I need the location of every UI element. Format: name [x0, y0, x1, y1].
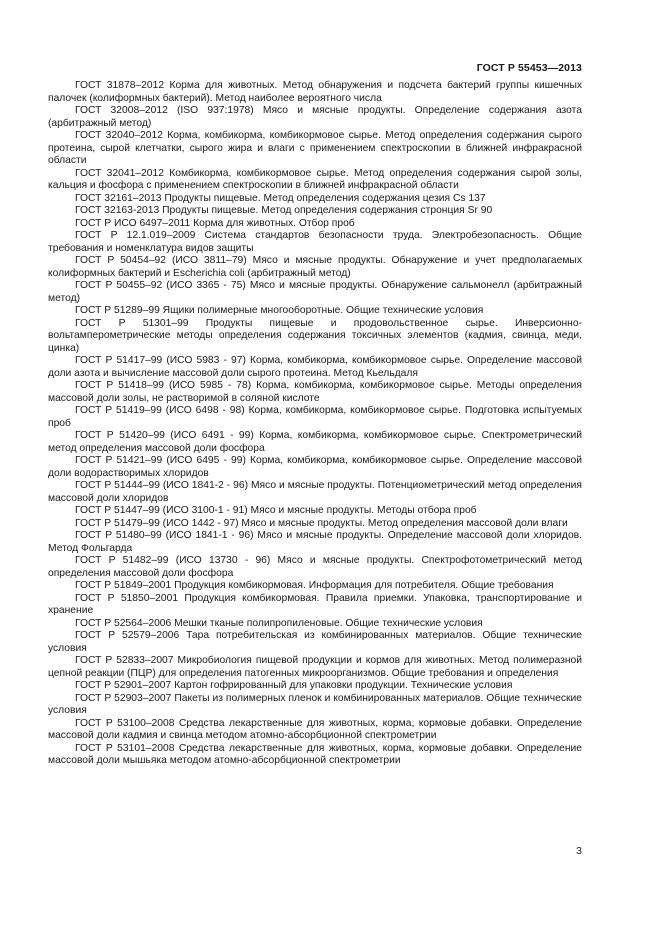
page-number: 3 — [576, 845, 582, 857]
reference-entry: ГОСТ 32008–2012 (ISO 937:1978) Мясо и мясные продукты. Определение содержания азота (арбитражный метод) — [48, 105, 582, 129]
reference-entry: ГОСТ Р 52564–2006 Мешки тканые полипропиленовые. Общие технические условия — [75, 617, 483, 629]
reference-entry: ГОСТ Р 51444–99 (ИСО 1841-2 - 96) Мясо и мясные продукты. Потенциометрический метод определения массовой доли хлоридов — [48, 480, 582, 504]
reference-entry: ГОСТ Р 50454–92 (ИСО 3811–79) Мясо и мясные продукты. Обнаружение и учет предполагаемых колиформных бактерий и Escherichia coli (арбитражный метод) — [48, 255, 582, 279]
reference-entry: ГОСТ Р 51289–99 Ящики полимерные многооборотные. Общие технические условия — [75, 305, 484, 316]
reference-entry: ГОСТ Р 51849–2001 Продукция комбикормовая. Информация для потребителя. Общие требования — [75, 580, 554, 591]
reference-entry: ГОСТ Р 51419–99 (ИСО 6498 - 98) Корма, комбикорма, комбикормовое сырье. Подготовка испытуемых проб — [48, 405, 582, 429]
reference-entry: ГОСТ Р 53101–2008 Средства лекарственные для животных, корма, кормовые добавки. Определение массовой доли мышьяка методом атомно-абсорбционной спектрометрии — [48, 742, 582, 766]
reference-entry: ГОСТ Р 51479–99 (ИСО 1442 - 97) Мясо и мясные продукты. Метод определения массовой доли влаги — [75, 517, 568, 529]
reference-entry: ГОСТ Р 52901–2007 Картон гофрированный для упаковки продукции. Технические условия — [75, 680, 513, 691]
reference-entry: ГОСТ Р 51301–99 Продукты пищевые и продовольственное сырье. Инверсионно-вольтамперометрические методы определения содержания токсичных элементов (кадмия, свинца, меди, цинка) — [48, 317, 582, 354]
document-number-header: ГОСТ Р 55453—2013 — [476, 62, 582, 74]
reference-entry: ГОСТ Р 51417–99 (ИСО 5983 - 97) Корма, комбикорма, комбикормовое сырье. Определение массовой доли азота и вычисление массовой доли сырого протеина. Метод Кьельдаля — [48, 355, 582, 379]
reference-entry: ГОСТ Р 51850–2001 Продукция комбикормовая. Правила приемки. Упаковка, транспортирование и хранение — [48, 592, 582, 616]
reference-entry: ГОСТ 32163-2013 Продукты пищевые. Метод определения содержания стронция Sr 90 — [75, 205, 493, 216]
reference-entry: ГОСТ Р 51421–99 (ИСО 6495 - 99) Корма, комбикорма, комбикормовое сырье. Определение массовой доли водорастворимых хлоридов — [48, 455, 582, 479]
reference-entry: ГОСТ 32041–2012 Комбикорма, комбикормовое сырье. Метод определения содержания сырой золы, кальция и фосфора с применением спектроскопии в ближней инфракрасной области — [48, 167, 582, 191]
reference-entry: ГОСТ Р 51418–99 (ИСО 5985 - 78) Корма, комбикорма, комбикормовое сырье. Методы определения массовой доли золы, не растворимой в соляной кислоте — [48, 380, 582, 404]
reference-entry: ГОСТ Р 51420–99 (ИСО 6491 - 99) Корма, комбикорма, комбикормовое сырье. Спектрометрический метод определения массовой доли фосфора — [48, 430, 582, 454]
normative-references-list — [48, 80, 582, 768]
reference-entry: ГОСТ Р ИСО 6497–2011 Корма для животных. Отбор проб — [75, 217, 355, 229]
reference-entry: ГОСТ Р 52833–2007 Микробиология пищевой продукции и кормов для животных. Метод полимеразной цепной реакции (ПЦР) для определения патогенных микроорганизмов. Общие требования и определения — [48, 655, 582, 679]
reference-entry: ГОСТ Р 51480–99 (ИСО 1841-1 - 96) Мясо и мясные продукты. Определение массовой доли хлоридов. Метод Фольгарда — [48, 530, 582, 554]
reference-entry: ГОСТ Р 52903–2007 Пакеты из полимерных пленок и комбинированных материалов. Общие технические условия — [48, 692, 582, 716]
reference-entry: ГОСТ Р 51447–99 (ИСО 3100-1 - 91) Мясо и мясные продукты. Методы отбора проб — [75, 505, 477, 516]
reference-entry: ГОСТ 31878–2012 Корма для животных. Метод обнаружения и подсчета бактерий группы кишечных палочек (колиформных бактерий). Метод наиболее вероятного числа — [48, 80, 582, 104]
reference-entry: ГОСТ 32040–2012 Корма, комбикорма, комбикормовое сырье. Метод определения содержания сырого протеина, сырой клетчатки, сырого жира и влаги с применением спектроскопии в ближней инфракрасной области — [48, 130, 582, 166]
reference-entry: ГОСТ Р 51482–99 (ИСО 13730 - 96) Мясо и мясные продукты. Спектрофотометрический метод определения массовой доли фосфора — [48, 555, 582, 579]
reference-entry: ГОСТ Р 12.1.019–2009 Система стандартов безопасности труда. Электробезопасность. Общие требования и номенклатура видов защиты — [48, 230, 582, 254]
reference-entry: ГОСТ Р 50455–92 (ИСО 3365 - 75) Мясо и мясные продукты. Обнаружение сальмонелл (арбитражный метод) — [48, 280, 582, 304]
reference-entry: ГОСТ Р 53100–2008 Средства лекарственные для животных, корма, кормовые добавки. Определение массовой доли кадмия и свинца методом атомно-абсорбционной спектрометрии — [48, 717, 582, 741]
reference-entry: ГОСТ Р 52579–2006 Тара потребительская из комбинированных материалов. Общие технические условия — [48, 630, 582, 654]
reference-entry: ГОСТ 32161–2013 Продукты пищевые. Метод определения содержания цезия Cs 137 — [75, 192, 486, 204]
